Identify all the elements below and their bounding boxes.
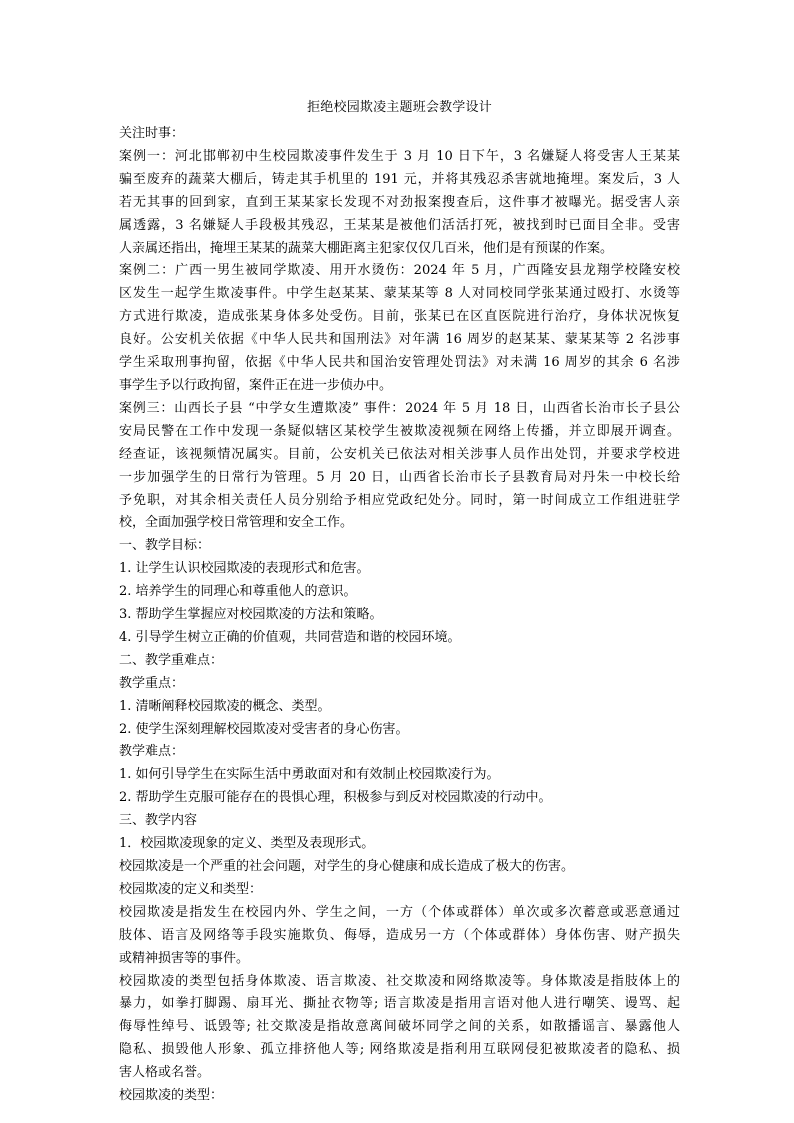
text-line: 校园欺凌是指发生在校园内外、学生之间，一方（个体或群体）单次或多次蓄意或恶意通过 — [119, 904, 680, 920]
text-line: 一、教学目标： — [119, 538, 211, 554]
text-line: 区发生一起学生欺凌事件。中学生赵某某、蒙某某等 8 人对同校同学张某通过殴打、水烫等 — [119, 286, 680, 302]
text-line: 骗至废弃的蔬菜大棚后，铸走其手机里的 191 元，并将其残忍杀害就地掩埋。案发后，3 人 — [119, 171, 680, 187]
text-line: 校，全面加强学校日常管理和安全工作。 — [119, 515, 354, 531]
text-line: 校园欺凌的类型包括身体欺凌、语言欺凌、社交欺凌和网络欺凌等。身体欺凌是指肢体上的 — [119, 973, 680, 989]
text-line: 1．校园欺凌现象的定义、类型及表现形式。 — [119, 836, 375, 852]
text-line: 一步加强学生的日常行为管理。5 月 20 日，山西省长治市长子县教育局对丹朱一中校长给 — [119, 469, 680, 485]
text-line: 人亲属还指出，掩埋王某某的蔬菜大棚距离主犯家仅仅几百米，他们是有预谋的作案。 — [119, 240, 614, 256]
text-line: 暴力，如拳打脚踢、扇耳光、撕扯衣物等; 语言欺凌是指用言语对他人进行嘲笑、谩骂、起 — [119, 996, 680, 1012]
text-line: 教学难点： — [119, 744, 185, 760]
text-line: 属透露，3 名嫌疑人手段极其残忍，王某某是被他们活活打死，被找到时已面目全非。受害 — [119, 217, 680, 233]
paragraph-lines — [119, 123, 680, 1108]
text-line: 2. 使学生深刻理解校园欺凌对受害者的身心伤害。 — [119, 721, 409, 737]
text-line: 案例二：广西一男生被同学欺凌、用开水烫伤：2024 年 5 月，广西隆安县龙翔学校隆安校 — [119, 263, 680, 279]
document-title: 拒绝校园欺凌主题班会教学设计 — [307, 100, 492, 115]
text-line: 1. 让学生认识校园欺凌的表现形式和危害。 — [119, 561, 370, 577]
text-line: 事学生予以行政拘留，案件正在进一步侦办中。 — [119, 377, 393, 393]
text-line: 予免职，对其余相关责任人员分别给予相应党政纪处分。同时，第一时间成立工作组进驻学 — [119, 492, 680, 508]
document-body — [119, 100, 680, 1108]
text-line: 肢体、语言及网络等手段实施欺负、侮辱，造成另一方（个体或群体）身体伤害、财产损失 — [119, 927, 680, 943]
text-line: 3. 帮助学生掌握应对校园欺凌的方法和策略。 — [119, 607, 383, 623]
text-line: 良好。公安机关依据《中华人民共和国刑法》对年满 16 周岁的赵某某、蒙某某等 2 名涉事 — [119, 332, 680, 348]
text-line: 2. 帮助学生克服可能存在的畏惧心理，积极参与到反对校园欺凌的行动中。 — [119, 790, 552, 806]
text-line: 安局民警在工作中发现一条疑似辖区某校学生被欺凌视频在网络上传播，并立即展开调查。 — [119, 423, 680, 439]
text-line: 二、教学重难点： — [119, 652, 224, 668]
text-line: 学生采取刑事拘留，依据《中华人民共和国治安管理处罚法》对未满 16 周岁的其余 6 名涉 — [119, 355, 680, 371]
text-line: 案例三：山西长子县 “中学女生遭欺凌” 事件：2024 年 5 月 18 日，山西省长治市长子县公 — [119, 400, 680, 416]
text-line: 教学重点： — [119, 675, 185, 691]
text-line: 侮辱性绰号、诋毁等; 社交欺凌是指故意离间破坏同学之间的关系，如散播谣言、暴露他人 — [119, 1019, 680, 1035]
text-line: 经查证，该视频情况属实。目前，公安机关已依法对相关涉事人员作出处罚，并要求学校进 — [119, 446, 680, 462]
text-line: 害人格或名誉。 — [119, 1065, 211, 1081]
text-line: 2. 培养学生的同理心和尊重他人的意识。 — [119, 584, 357, 600]
text-line: 1. 清晰阐释校园欺凌的概念、类型。 — [119, 698, 331, 714]
text-line: 案例一：河北邯郸初中生校园欺凌事件发生于 3 月 10 日下午，3 名嫌疑人将受害人王某某 — [119, 148, 680, 164]
text-line: 关注时事： — [119, 126, 185, 141]
text-line: 校园欺凌是一个严重的社会问题，对学生的身心健康和成长造成了极大的伤害。 — [119, 859, 575, 874]
text-line: 若无其事的回到家，直到王某某家长发现不对劲报案搜查后，这件事才被曝光。据受害人亲 — [119, 194, 680, 210]
text-line: 三、教学内容 — [119, 813, 198, 829]
text-line: 1. 如何引导学生在实际生活中勇敢面对和有效制止校园欺凌行为。 — [119, 767, 500, 783]
text-line: 方式进行欺凌，造成张某身体多处受伤。目前，张某已在区直医院进行治疗，身体状况恢复 — [119, 309, 680, 325]
text-line: 或精神损害等的事件。 — [119, 950, 250, 966]
text-line: 校园欺凌的定义和类型： — [119, 881, 263, 897]
text-line: 隐私、损毁他人形象、孤立排挤他人等; 网络欺凌是指利用互联网侵犯被欺凌者的隐私、损 — [119, 1042, 680, 1058]
text-line: 校园欺凌的类型： — [119, 1088, 224, 1104]
text-line: 4. 引导学生树立正确的价值观，共同营造和谐的校园环境。 — [119, 629, 461, 645]
